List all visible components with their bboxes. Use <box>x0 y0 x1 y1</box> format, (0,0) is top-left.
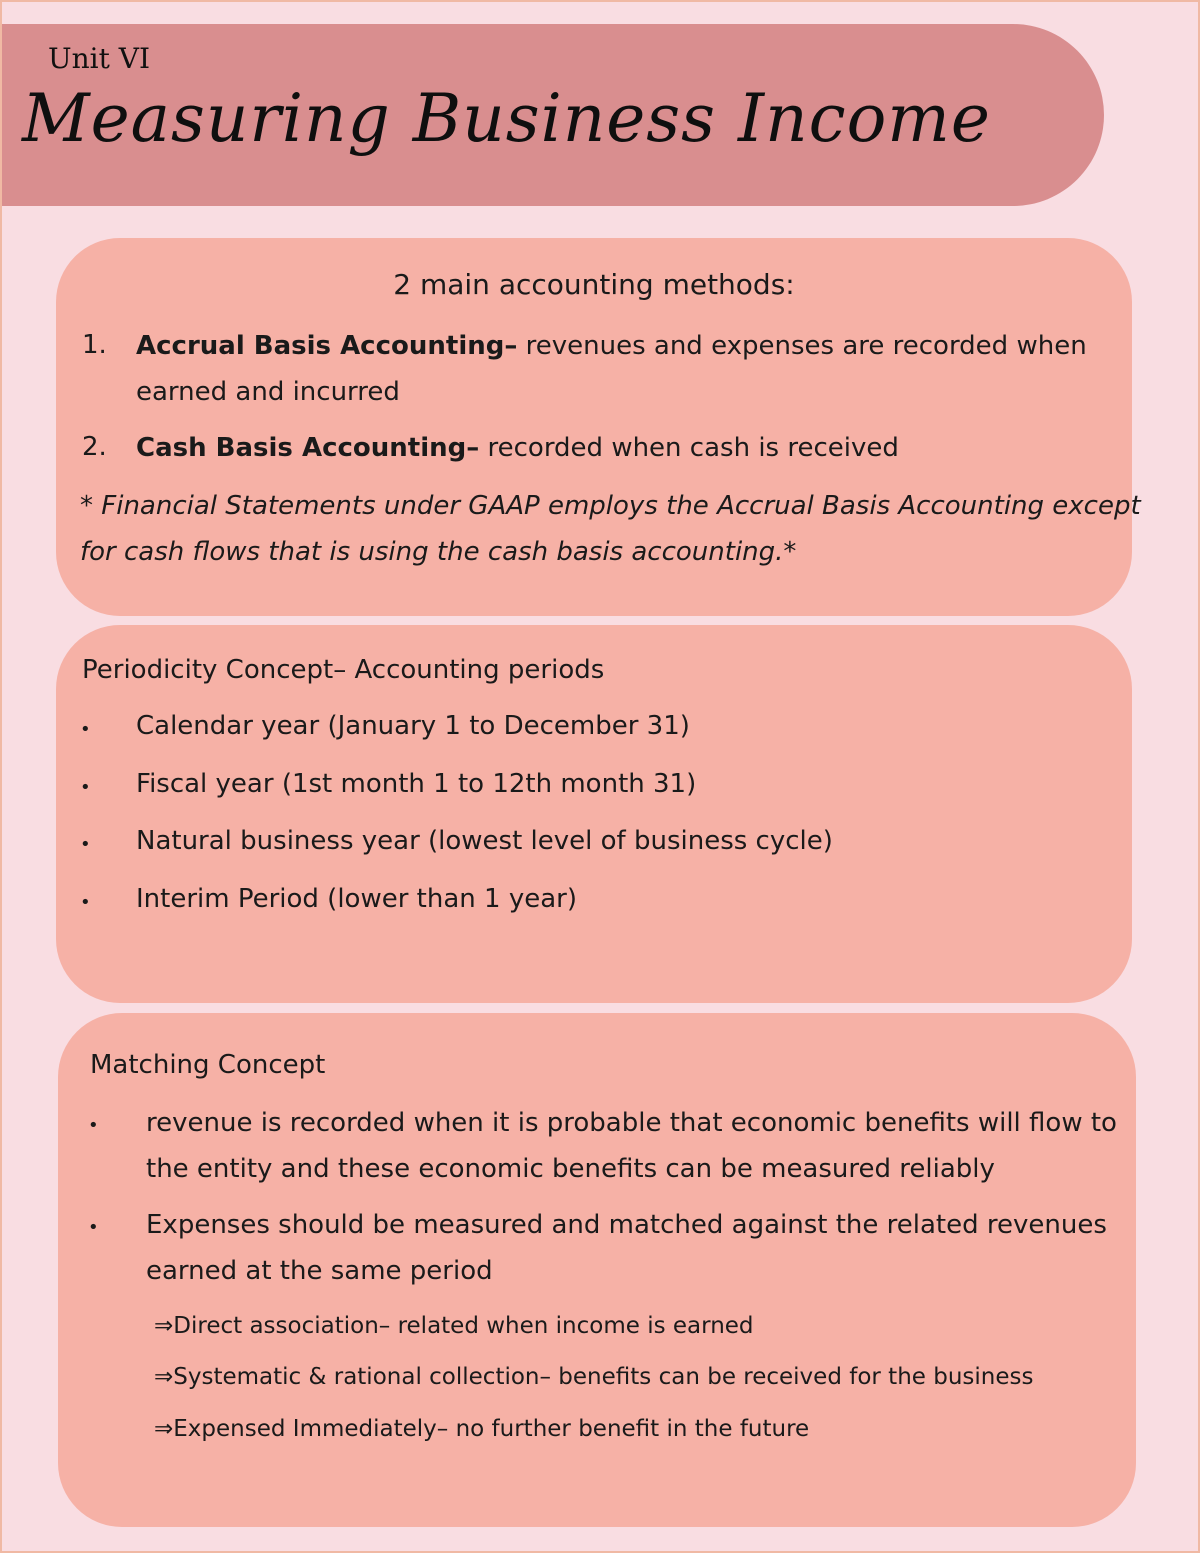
definition-accrual: revenues and expenses are recorded when <box>517 331 1087 361</box>
matching-item-expenses: Expenses should be measured and matched against the related revenues <box>146 1210 1107 1240</box>
matching-concept-panel <box>58 1013 1136 1527</box>
term-cash: Cash Basis Accounting– <box>136 433 480 463</box>
bullet-icon: • <box>80 834 91 855</box>
list-number: 1. <box>82 330 107 360</box>
methods-heading: 2 main accounting methods: <box>393 268 795 301</box>
period-item: Interim Period (lower than 1 year) <box>136 884 577 914</box>
matching-sub-item: ⇒Expensed Immediately– no further benefit in the future <box>154 1416 810 1442</box>
period-item: Natural business year (lowest level of business cycle) <box>136 826 833 856</box>
bullet-icon: • <box>88 1115 99 1136</box>
bullet-icon: • <box>80 892 91 913</box>
periodicity-panel <box>56 625 1132 1003</box>
bullet-icon: • <box>80 719 91 740</box>
page-title: Measuring Business Income <box>22 80 991 157</box>
matching-sub-item: ⇒Direct association– related when income is earned <box>154 1313 754 1339</box>
bullet-icon: • <box>80 777 91 798</box>
matching-item-revenue: revenue is recorded when it is probable that economic benefits will flow to <box>146 1108 1117 1138</box>
list-item-cash <box>136 425 899 471</box>
matching-heading: Matching Concept <box>90 1050 326 1080</box>
gaap-note-continued: for cash flows that is using the cash basis accounting.* <box>80 537 797 567</box>
unit-label: Unit VI <box>48 42 151 75</box>
period-item: Fiscal year (1st month 1 to 12th month 31) <box>136 769 697 799</box>
list-item-accrual <box>136 323 1087 369</box>
periodicity-heading: Periodicity Concept– Accounting periods <box>82 655 605 685</box>
matching-sub-item: ⇒Systematic & rational collection– benefits can be received for the business <box>154 1364 1034 1390</box>
period-item: Calendar year (January 1 to December 31) <box>136 711 690 741</box>
matching-item-expenses-continued: earned at the same period <box>146 1256 493 1286</box>
definition-accrual-continued: earned and incurred <box>136 377 400 407</box>
term-accrual: Accrual Basis Accounting– <box>136 331 518 361</box>
definition-cash: recorded when cash is received <box>479 433 899 463</box>
gaap-note: * Financial Statements under GAAP employs the Accrual Basis Accounting except <box>80 491 1141 521</box>
matching-item-revenue-continued: the entity and these economic benefits can be measured reliably <box>146 1154 995 1184</box>
bullet-icon: • <box>88 1217 99 1238</box>
list-number: 2. <box>82 432 107 462</box>
accounting-methods-panel <box>56 238 1141 616</box>
